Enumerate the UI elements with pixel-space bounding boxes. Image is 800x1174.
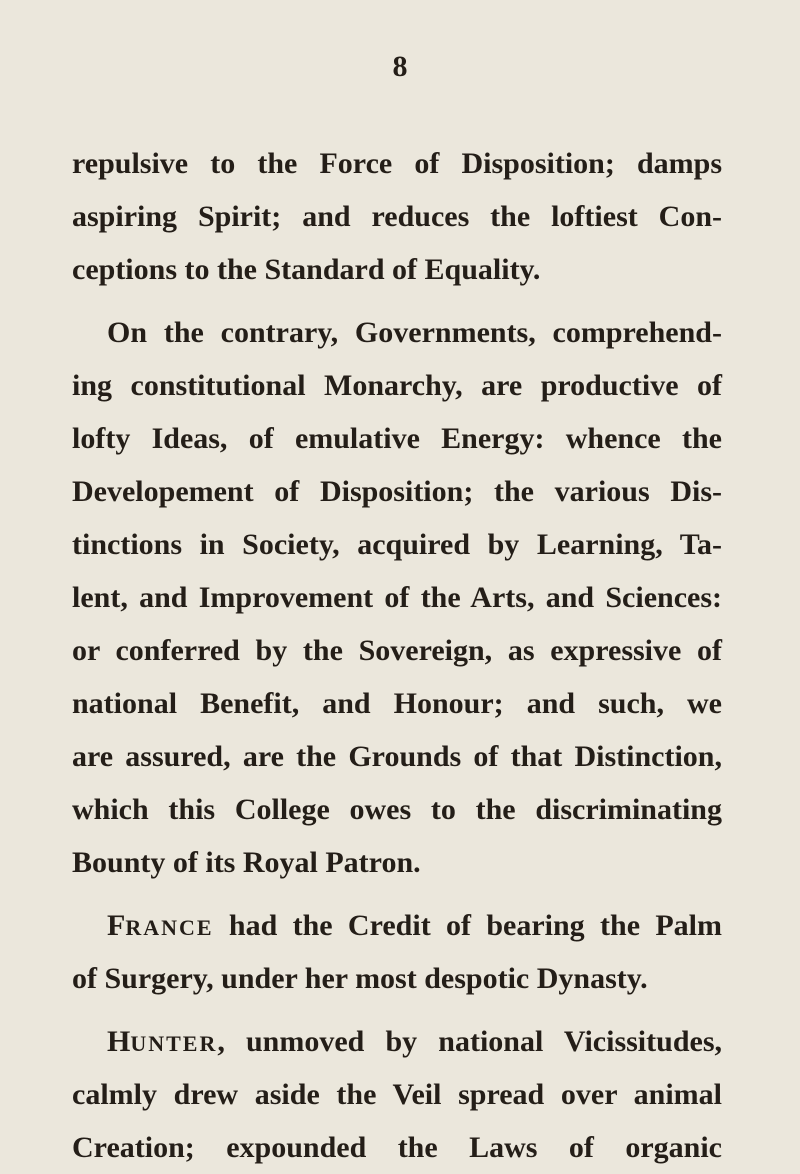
line-rest: , unmoved by national Vicissitudes,: [217, 1025, 722, 1058]
smallcaps-initial: H: [107, 1025, 131, 1058]
text-line: are assured, are the Grounds of that Distinction,: [72, 740, 722, 773]
paragraph-4: [72, 1015, 722, 1174]
text-line: [72, 899, 722, 952]
text-line: ing constitutional Monarchy, are productive of: [72, 369, 722, 402]
text-line: Creation; expounded the Laws of organic: [72, 1131, 722, 1164]
text-line: national Benefit, and Honour; and such, we: [72, 687, 722, 720]
text-line: which this College owes to the discriminating: [72, 793, 722, 826]
text-line: ceptions to the Standard of Equality.: [72, 253, 541, 286]
text-line: repulsive to the Force of Disposition; damps: [72, 147, 722, 180]
paragraph-1: [72, 137, 722, 296]
line-rest: had the Credit of bearing the Palm: [213, 909, 722, 942]
text-line: or conferred by the Sovereign, as expressive of: [72, 634, 722, 667]
text-line: aspiring Spirit; and reduces the loftiest Con-: [72, 200, 722, 233]
text-line: Developement of Disposition; the various Dis-: [72, 475, 722, 508]
page-number: 8: [392, 50, 408, 83]
text-line: Bounty of its Royal Patron.: [72, 846, 421, 879]
text-line: tinctions in Society, acquired by Learning, Ta-: [72, 528, 722, 561]
smallcaps-rest: RANCE: [125, 915, 214, 940]
text-line: lofty Ideas, of emulative Energy: whence the: [72, 422, 722, 455]
paragraph-3: [72, 899, 722, 1005]
smallcaps-rest: UNTER: [130, 1031, 218, 1056]
smallcaps-initial: F: [107, 909, 126, 942]
paragraph-2: [72, 306, 722, 889]
text-line: lent, and Improvement of the Arts, and Sciences:: [72, 581, 722, 614]
text-line: of Surgery, under her most despotic Dynasty.: [72, 962, 648, 995]
text-line: On the contrary, Governments, comprehend-: [107, 316, 722, 349]
text-line: [72, 1015, 722, 1068]
page-body-text: [72, 137, 722, 1174]
text-line: calmly drew aside the Veil spread over animal: [72, 1078, 722, 1111]
